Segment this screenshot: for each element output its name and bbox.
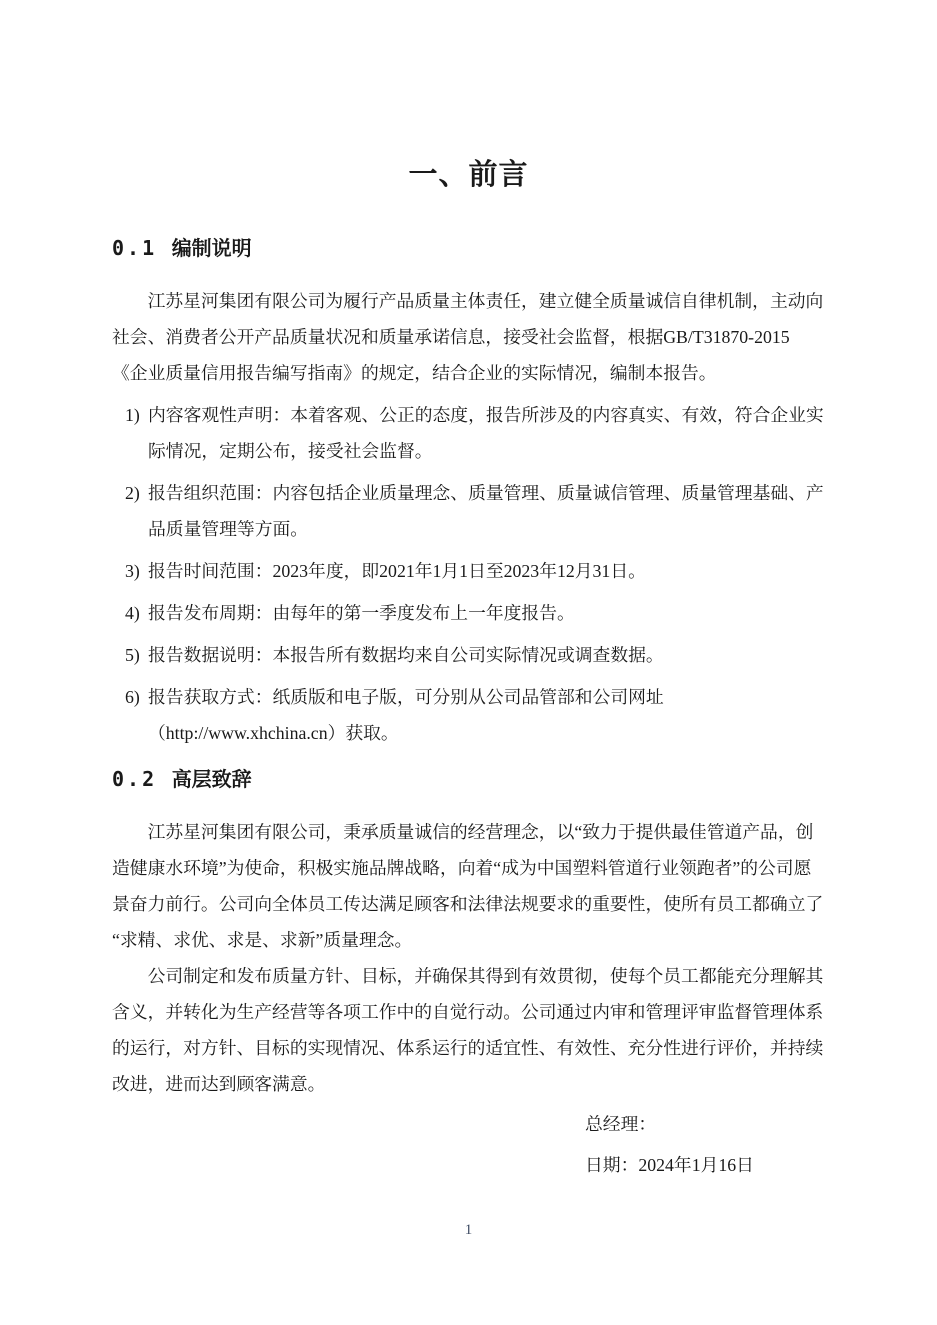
section-heading-0-2 <box>112 765 825 794</box>
list-item-number: 3) <box>125 561 140 581</box>
list-item-text: 报告发布周期：由每年的第一季度发布上一年度报告。 <box>148 603 575 623</box>
list-item <box>112 553 825 589</box>
numbered-list <box>112 397 825 751</box>
list-item-text: 报告数据说明：本报告所有数据均来自公司实际情况或调查数据。 <box>148 645 664 665</box>
page-number: 1 <box>464 1222 473 1238</box>
section-number: 0.1 <box>112 236 158 260</box>
speech-paragraph-1: 江苏星河集团有限公司，秉承质量诚信的经营理念，以“致力于提供最佳管道产品，创造健康水环境”为使命，积极实施品牌战略，向着“成为中国塑料管道行业领跑者”的公司愿景奋力前行。公司向全体员工传达满足顾客和法律法规要求的重要性，使所有员工都确立了“求精、求优、求是、求新”质量理念。 <box>112 822 824 950</box>
list-item-text: 报告组织范围：内容包括企业质量理念、质量管理、质量诚信管理、质量管理基础、产品质量管理等方面。 <box>148 483 824 539</box>
section-number: 0.2 <box>112 767 158 791</box>
list-item-text: 内容客观性声明：本着客观、公正的态度，报告所涉及的内容真实、有效，符合企业实际情况，定期公布，接受社会监督。 <box>148 405 824 461</box>
list-item-number: 4) <box>125 603 140 623</box>
section-heading-0-1 <box>112 234 825 263</box>
intro-paragraph: 江苏星河集团有限公司为履行产品质量主体责任，建立健全质量诚信自律机制，主动向社会、消费者公开产品质量状况和质量承诺信息，接受社会监督，根据GB/T31870-2015《企业质量信用报告编写指南》的规定，结合企业的实际情况，编制本报告。 <box>112 291 824 383</box>
list-item <box>112 637 825 673</box>
list-item-text: 报告时间范围：2023年度，即2021年1月1日至2023年12月31日。 <box>148 561 646 581</box>
list-item <box>112 679 825 751</box>
list-item <box>112 397 825 469</box>
section-label: 高层致辞 <box>171 769 252 791</box>
list-item <box>112 595 825 631</box>
page-title: 一、前言 <box>408 159 529 191</box>
speech-paragraph-2: 公司制定和发布质量方针、目标，并确保其得到有效贯彻，使每个员工都能充分理解其含义，并转化为生产经营等各项工作中的自觉行动。公司通过内审和管理评审监督管理体系的运行，对方针、目标的实现情况、体系运行的适宜性、有效性、充分性进行评价，并持续改进，进而达到顾客满意。 <box>112 966 824 1094</box>
list-item-number: 1) <box>125 405 140 425</box>
list-item <box>112 475 825 547</box>
list-item-number: 2) <box>125 483 140 503</box>
list-item-number: 5) <box>125 645 140 665</box>
signature-manager: 总经理： <box>585 1114 657 1134</box>
signature-date: 日期：2024年1月16日 <box>585 1155 754 1175</box>
list-item-number: 6) <box>125 687 140 707</box>
signature-block <box>585 1106 825 1183</box>
section-label: 编制说明 <box>171 238 252 260</box>
list-item-text: 报告获取方式：纸质版和电子版，可分别从公司品管部和公司网址（http://www.xhchina.cn）获取。 <box>148 687 664 743</box>
